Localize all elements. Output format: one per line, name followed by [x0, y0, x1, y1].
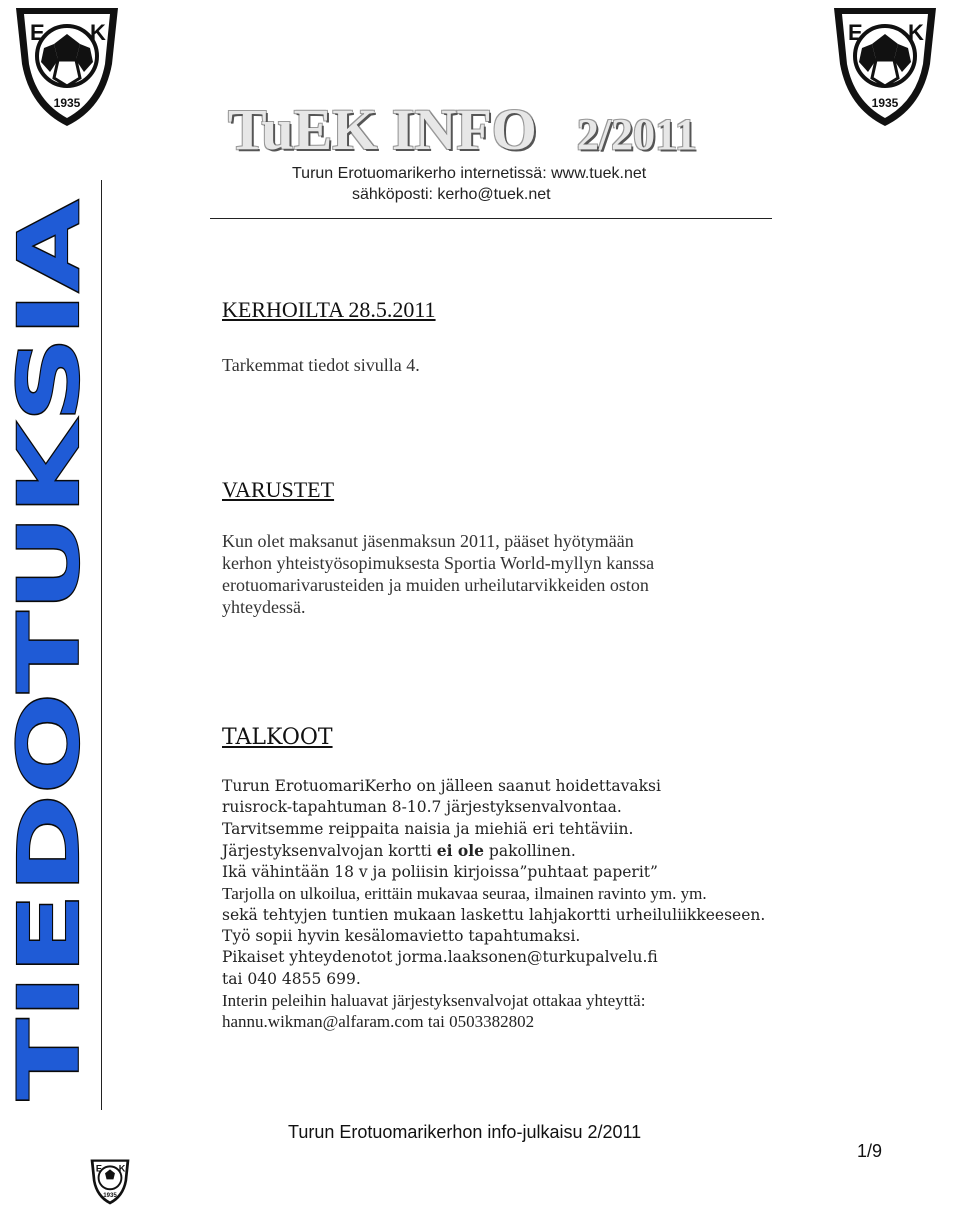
talkoot-line: ruisrock-tapahtuman 8-10.7 järjestyksenvalvontaa.: [222, 798, 622, 817]
kerhoilta-text: Tarkemmat tiedot sivulla 4.: [222, 355, 420, 375]
sidebar-divider: [101, 180, 102, 1110]
varustet-line: Kun olet maksanut jäsenmaksun 2011, pääset hyötymään: [222, 531, 634, 551]
club-logo-footer: [84, 1158, 136, 1206]
talkoot-line: Tarvitsemme reippaita naisia ja miehiä eri tehtäviin.: [222, 819, 634, 838]
club-logo-right: [826, 4, 944, 130]
logo-year: 1935: [53, 96, 81, 110]
logo-letter-e: E: [95, 1163, 102, 1174]
varustet-heading: VARUSTET: [222, 477, 335, 502]
club-logo-left: [8, 4, 126, 130]
email-line: sähköposti: kerho@tuek.net: [352, 186, 551, 203]
logo-letter-k: K: [908, 20, 924, 45]
talkoot-line: tai 040 4855 699.: [222, 969, 361, 988]
talkoot-line: [222, 840, 765, 862]
page-number: 1/9: [857, 1141, 883, 1161]
issue-number: 2/2011: [576, 110, 697, 159]
logo-year: 1935: [871, 96, 899, 110]
logo-letter-k: K: [118, 1163, 126, 1174]
talkoot-paragraph: [222, 776, 765, 1033]
talkoot-line: Interin peleihin haluavat järjestyksenvalvojat ottakaa yhteyttä:: [222, 990, 646, 1010]
talkoot-text: pakollinen.: [484, 841, 576, 860]
footer-publication: Turun Erotuomarikerhon info-julkaisu 2/2011: [288, 1122, 642, 1142]
talkoot-line: Tarjolla on ulkoilua, erittäin mukavaa seuraa, ilmainen ravinto ym. ym.: [222, 884, 707, 904]
talkoot-line: Pikaiset yhteydenotot jorma.laaksonen@turkupalvelu.fi: [222, 948, 658, 967]
sidebar-text: TIEDOTUKSIA: [0, 465, 98, 1100]
sidebar-banner: [0, 198, 98, 1108]
website-line: Turun Erotuomarikerho internetissä: www.tuek.net: [292, 165, 647, 182]
talkoot-line: Ikä vähintään 18 v ja poliisin kirjoissa”puhtaat paperit”: [222, 863, 658, 882]
logo-letter-e: E: [30, 20, 45, 45]
talkoot-line: sekä tehtyjen tuntien mukaan laskettu lahjakortti urheiluliikkeeseen.: [222, 905, 766, 924]
talkoot-line: Turun ErotuomariKerho on jälleen saanut hoidettavaksi: [222, 777, 661, 795]
talkoot-heading: TALKOOT: [222, 725, 333, 750]
kerhoilta-heading: KERHOILTA 28.5.2011: [222, 297, 436, 322]
logo-year: 1935: [103, 1192, 117, 1200]
title-text: TuEK INFO: [228, 97, 537, 162]
emphasis-text: ei ole: [436, 840, 484, 860]
newsletter-title: [228, 96, 697, 163]
talkoot-text: Järjestyksenvalvojan kortti: [222, 841, 437, 860]
varustet-line: erotuomarivarusteiden ja muiden urheilutarvikkeiden oston: [222, 575, 649, 595]
header-divider: [210, 218, 772, 219]
talkoot-line: hannu.wikman@alfaram.com tai 0503382802: [222, 1012, 535, 1032]
logo-letter-e: E: [848, 20, 863, 45]
varustet-line: yhteydessä.: [222, 597, 306, 617]
varustet-paragraph: [222, 530, 654, 618]
logo-letter-k: K: [90, 20, 106, 45]
varustet-line: kerhon yhteistyösopimuksesta Sportia World-myllyn kanssa: [222, 553, 655, 573]
talkoot-line: Työ sopii hyvin kesälomavietto tapahtumaksi.: [222, 927, 581, 946]
